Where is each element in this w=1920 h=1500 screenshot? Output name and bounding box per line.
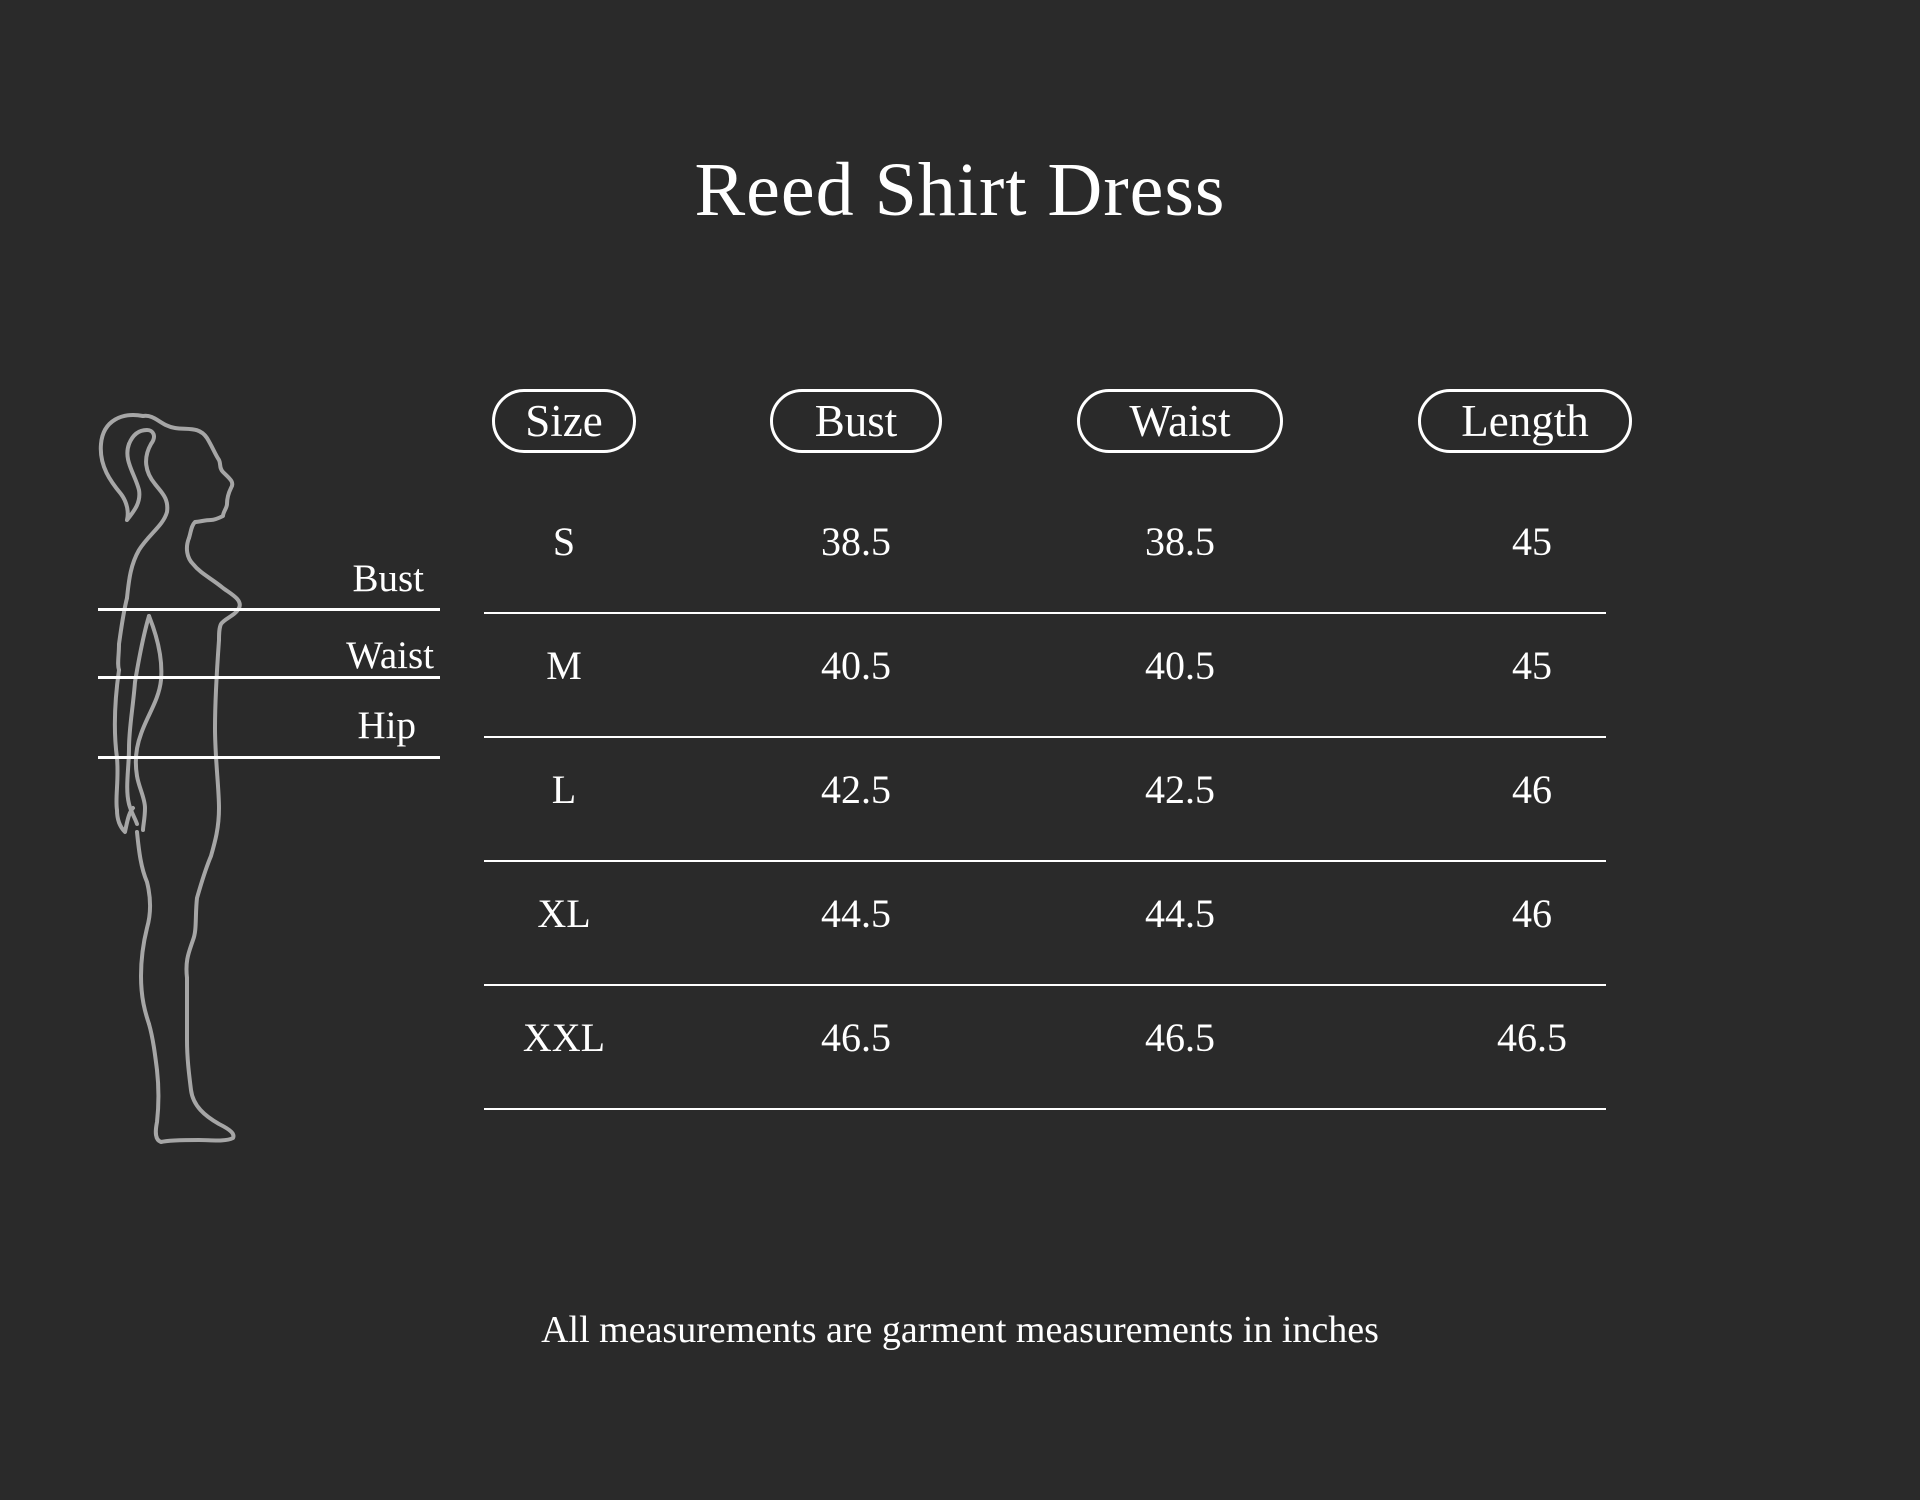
size-cell: L xyxy=(551,767,577,812)
hip-label: Hip xyxy=(357,704,416,747)
length-cell: 46 xyxy=(1512,767,1552,812)
size-cell: S xyxy=(552,519,576,564)
bust-cell: 44.5 xyxy=(821,891,891,936)
size-cell: XL xyxy=(537,891,591,936)
table-row xyxy=(0,986,1920,1110)
table-row xyxy=(0,490,1920,614)
bust-header: Bust xyxy=(770,389,942,453)
size-cell: XXL xyxy=(522,1015,606,1060)
waist-cell: 44.5 xyxy=(1145,891,1215,936)
table-row xyxy=(0,862,1920,986)
waist-cell: 42.5 xyxy=(1145,767,1215,812)
table-row xyxy=(0,738,1920,862)
bust-cell: 40.5 xyxy=(821,643,891,688)
waist-cell: 46.5 xyxy=(1145,1015,1215,1060)
measurement-note: All measurements are garment measurements in inches xyxy=(541,1309,1379,1351)
waist-cell: 38.5 xyxy=(1145,519,1215,564)
bust-cell: 38.5 xyxy=(821,519,891,564)
row-divider xyxy=(484,1108,1606,1110)
length-cell: 46 xyxy=(1512,891,1552,936)
waist-cell: 40.5 xyxy=(1145,643,1215,688)
size-header: Size xyxy=(492,389,636,453)
bust-cell: 46.5 xyxy=(821,1015,891,1060)
bust-label: Bust xyxy=(352,557,424,600)
table-row xyxy=(0,614,1920,738)
length-cell: 46.5 xyxy=(1497,1015,1567,1060)
waist-header: Waist xyxy=(1077,389,1283,453)
length-header: Length xyxy=(1418,389,1632,453)
length-cell: 45 xyxy=(1512,519,1552,564)
page-title: Reed Shirt Dress xyxy=(694,148,1226,232)
bust-cell: 42.5 xyxy=(821,767,891,812)
length-cell: 45 xyxy=(1512,643,1552,688)
waist-label: Waist xyxy=(346,634,434,677)
size-cell: M xyxy=(546,643,582,688)
